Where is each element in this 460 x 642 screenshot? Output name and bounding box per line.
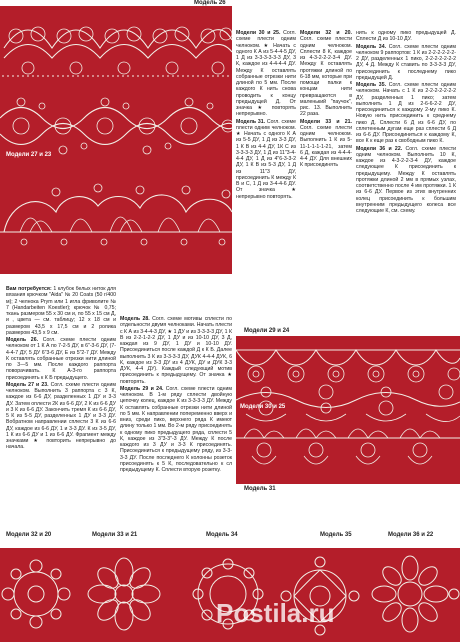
model-27-23-label: Модели 27 и 23 (6, 152, 52, 158)
model-28-title: Модель 28. (120, 316, 150, 322)
model-28-text: Согл. схеме мотивы сплести по отдельности двумя челноками. Начать плести с К А из 3-4-4-3 ДУ, ★ 1 ДУ и из 3-3-3-3 ДУ, 1 К В из 2-2-1-2-2 ДУ, 1 ДУ и из 10-10 ДУ, 3 Д, каждая из 9 ДУ, 1 ДУ и 10-10 ДУ. Присоединиться после каждой Д к К Б. Далее выполнить 3 К из 3-3-3-3 ДУ, ДУК 4-4-4 ДУК, 6 К, каждое из 3-3 ДУ из 4 ДУК, ДУ и ДУК 3-3 ДУК, 4-4 ДУ). Каждый следующий мотив присоединить к предыдущему. От значка ★ повторять. (120, 316, 232, 385)
instructions-col-3 (356, 30, 456, 278)
model-35-label: Модель 35 (320, 532, 352, 538)
needs-title: Вам потребуется: (6, 286, 52, 292)
photo-panel-models-32-36 (0, 548, 460, 642)
model-32-text: Согл. схеме плести одним челноком. Сплести 8 К, каждое из 4-3-2-2-2-3-4 ДУ. Между К оставлять протяжки длиной по 6-18 мм, которые при помощи палки к концам нити превращаются в маленький "паучок", рис. 13. Выполнить 22 раза. (300, 36, 352, 118)
col-3-lead-text: нить к одному пико предыдущей Д. Сплести Д из 10-10 ДУ. (356, 30, 456, 43)
model-33-21-label: Модели 33 и 21 (92, 532, 138, 538)
model-34-title: Модель 34. (356, 43, 387, 50)
model-30-25-label: Модели 30 и 25 (240, 404, 286, 410)
model-30-text: Согл. схеме плести одним челноком. ★ Начать с одного К А из 5-4-4-5 ДУ, 1 Д из 3-3-3-3-3-3 ДУ, 3 К, каждое из 4-4-4-4 ДУ. Между К оставлять собранные отрезки нити длиной по 5 мм. После каждого К нить снова проводить к концу предыдущей Д. От значка ★ повторять непрерывно. (236, 30, 296, 118)
postila-watermark: Postila.ru (216, 598, 335, 628)
photo-panel-models-29-30-31 (236, 336, 460, 484)
model-32-title: Модели 32 и 20. (300, 30, 352, 36)
instructions-col-1 (236, 30, 296, 278)
model-34-label: Модель 34 (206, 532, 238, 538)
photo-panel-models-26-27-38 (0, 6, 232, 274)
model-31-label: Модель 31 (244, 486, 276, 492)
lace-edging-illustration (0, 6, 232, 274)
model-35-title: Модель 35. (356, 82, 387, 88)
instructions-col-2 (300, 30, 352, 278)
model-33-title: Модели 33 и 21. (300, 118, 352, 125)
model-27-text: Согл. схеме плести одним челноком. Выполнить 3 раппорта с 3 К, каждое из 6-6 ДУ, разделенных 1 ДУ и 3-3 ДУ. Затем оплести 2К из 6-6 ДУ, 2 К из 6-6 ДУ и 3 К из 6-6 ДУ. Закончить тремя К из 6-6 ДУ, 5 К из 5-5 ДУ, разделенных 1 ДУ и 3-3 ДУ. Вобратном направлении сплести 3 К из 6-6 ДУ, каждое из 6-6 ДУ, 1 и 3-3 ДУ. К из 3-5 ДУ, 1 К из 6-6 ДУ и 1 из 6-6 ДУ. Фрагмент между значками ★ повторить непрерывно до начала. (6, 381, 116, 451)
model-32-20-label: Модели 32 и 20 (6, 532, 52, 538)
model-33-text: Согл. схеме плести одним челноком. Выполнить 1 К из 5-11-1-1-1-1-21, затем 6 Д, каждая из 4-4-4-4-4 ДУ. Для внешних К присоединять (300, 124, 352, 169)
model-36-text: Согл. схеме плести одним челноком. Выполнить 10 К, каждое из 4-3-2-2-3-4 ДУ, каждое следующее К присоединить к предыдущему. Между К оставлять протяжки длиной 2 мм в прямых узлах, соответственно после 4 им протяжки. 1 К из 6-6 ДУ. Первое из этих внутренних колец присоединить к большим внутренним предыдущего колеса все следующие К, см. схему. (356, 145, 456, 214)
model-26-label: Модель 26 (194, 0, 226, 6)
instructions-col-5 (120, 316, 232, 520)
lace-edging-illustration-2 (236, 336, 460, 484)
model-31-text: Согл. схеме плести одним челноком. ★ Начать с одного К А из 5-5 ДУ, 1 Д из 3-3 ДУ, 1 К В из 4-4 ДУ, 1К С из 3-3-3-3 ДУ, 1 Д из 11"3-4-4-4 ДУ, 1 Д из 4"6-3-3-2 ДУ, 1 К В из 5-3 ДУ, 1 Д из 11"3 ДУ, присоединить К между К В и С, 1 Д из 3-4-4-6 ДУ. От значка ★ непрерывно повторять. (236, 118, 296, 200)
model-29-title: Модель 29 и 24. (120, 385, 164, 392)
model-29-24-label: Модели 29 и 24 (244, 328, 290, 334)
model-35-text: Согл. схеме плести одним челноком. Начать с 1 К из 2-2-2-2-2-2-2 ДУ, разделенных 1 пико; затем выполнить 1 Д из 2-6-6-2-2 ДУ, присоединиться к каждому 2-му пико К. Новую нить присоединить к среднему пико Д. Сплести 6 Д из 6-6 ДУ, по сплетенным дугам еще раз сплести 6 Д из 6-6 ДУ. Присоединиться к каждому К, все К к еще раз к свободным пико К. (356, 82, 456, 145)
model-29-text: Согл. схеме плести одним челноком. В 1-м ряду сплести двойную цепочку колец, каждое К из 3-3-3-3 ДУ. Между К оставлять собранные отрезки нити длиной по 5 мм. К направлении попеременно вверх и вниз, среди пико, верхнего ряда К имеют длину только 1 мм. Во 2-м ряду присоединять к одному пико предыдущего ряда, сплести 5 К, каждое из 3"3-3"-3 ДУ. Между К после каждого из 3 ДУ и 3-3 К присоединять. Присоединиться к предыдущему ряду, из 3-3-3-3 ДУ. После последнего К колонны розеток присоединять к 5 К, последовательно к сл предыдущему К. Сплести вторую розетку. (120, 385, 232, 473)
model-34-text: Согл. схеме плести одним челноком 9 раппортов: 1 К из 2-2-2-2-2-2-2 ДУ, разделенных 1 пико, 2-2-2-2-2-2-2 ДУ, 4 Д. Между К ставить по 3-3-3-3 ДУ, присоединить к последнему пико предыдущей Д. (356, 43, 456, 81)
model-26-text: Согл. схеме плести одним челноком от 1 К А по 7-2-5 ДУ, в 6"-3-6 ДУ, (7-4-4-7 ДУ, 5 ДУ 6"3-6 ДУ, Е из 5"2-7 ДУ. Между К оставлять собранные отрезки нити длиной по 3—5 мм. После каждого раппорта поворачивать. К А-З-го раппорта присоединять к К Б предыдущего. (6, 337, 116, 381)
model-31-title: Модель 31. (236, 118, 266, 125)
model-36-title: Модели 36 и 22. (356, 145, 403, 152)
needs-text: 1 клубок белых ниток для вязания крючком "Aida" № 20 Coats (50 г/400 м); 2 челнока Prym или 1 игла фриволите № 7 (Handarbeiten Koestler); крючок № 0,75; ткань размером 55 x 30 см и, по 55 x 15 см Д, и , цвета — см. таблицу; 12 x 18 см и размером 43,5 x 17,5 см и 2 ролика размером 43,5 x 9 см. (6, 286, 116, 336)
model-26-title: Модель 26. (6, 337, 39, 343)
model-30-title: Модели 30 и 25. (236, 30, 281, 36)
instructions-col-4 (6, 286, 116, 520)
model-36-22-label: Модели 36 и 22 (388, 532, 434, 538)
model-27-title: Модель 27 и 23. (6, 381, 49, 388)
